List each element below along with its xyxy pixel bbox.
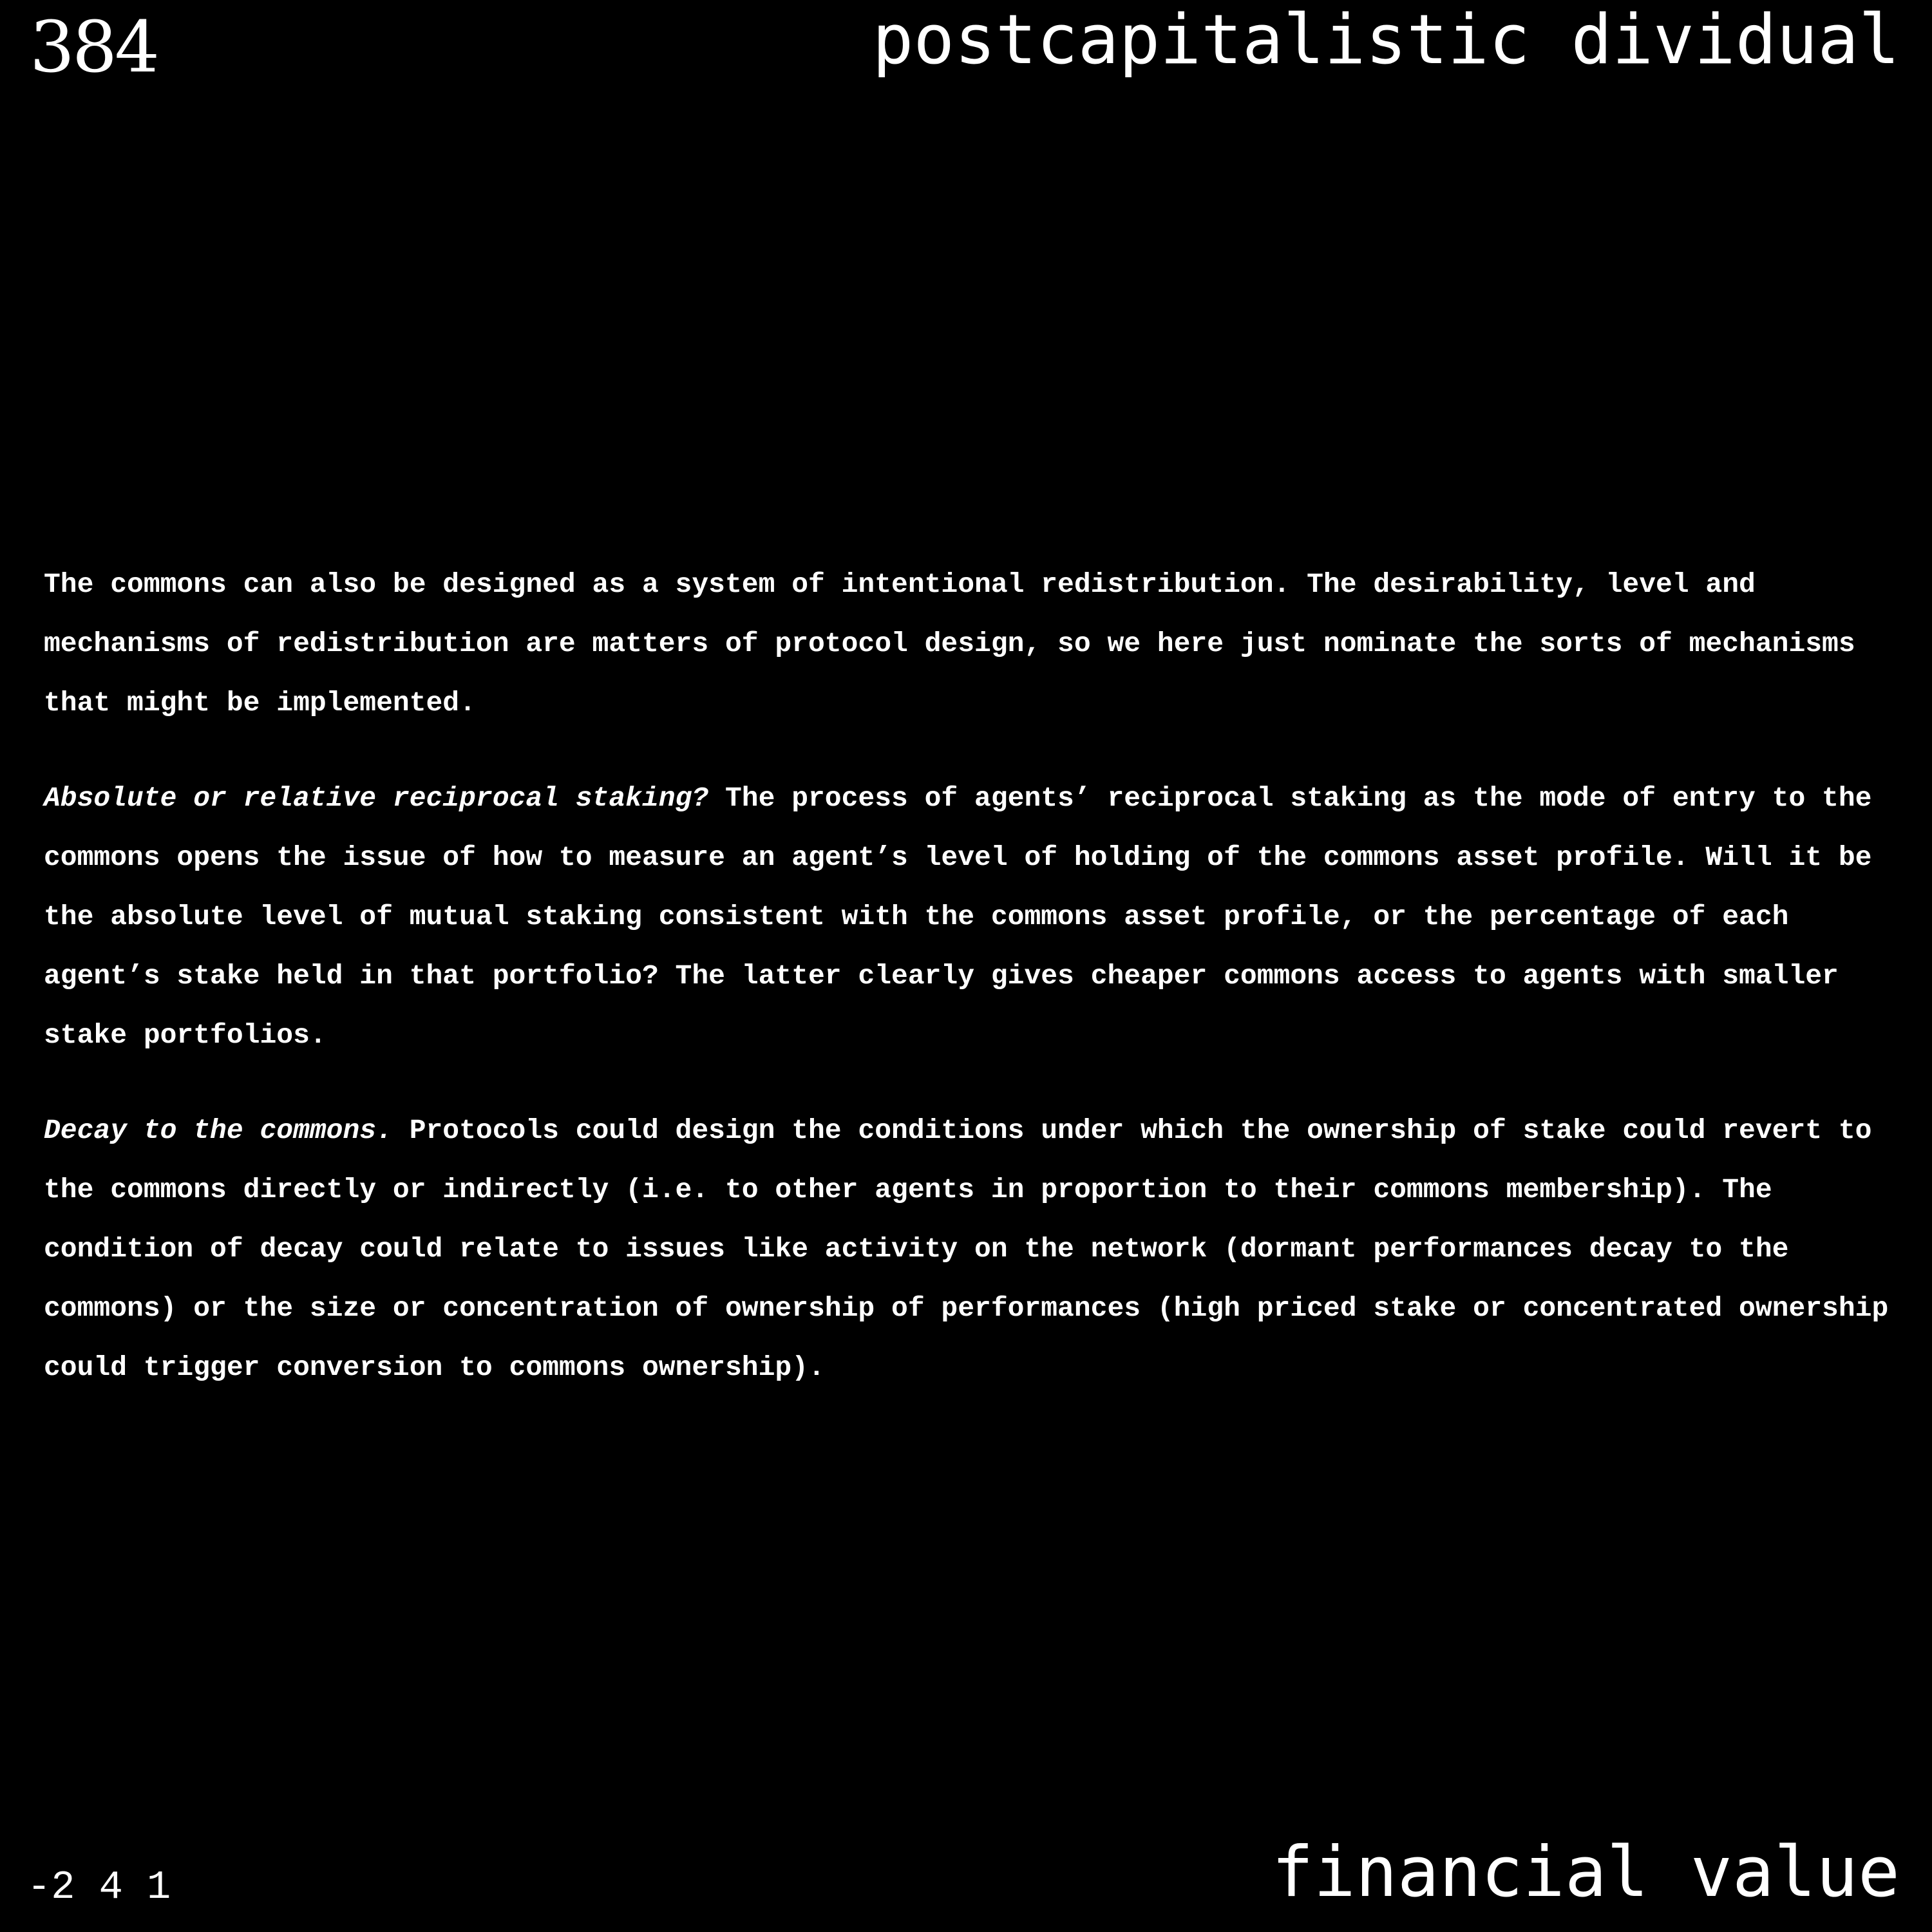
paragraph-lead: Decay to the commons. — [44, 1115, 393, 1146]
paragraph-text: The commons can also be designed as a system of intentional redistribution. The desirability, level and mechanisms of redistribution are matters of protocol design, so we here just nominate the sorts of mechanisms that might be implemented. — [44, 569, 1855, 719]
paragraph-text: Protocols could design the conditions under which the ownership of stake could revert to the commons directly or indirectly (i.e. to other agents in proportion to their commons membership). The condition of decay could relate to issues like activity on the network (dormant performances decay to the commons) or the size or concentration of ownership of performances (high priced stake or concentrated ownership could trigger conversion to commons ownership). — [44, 1115, 1889, 1383]
paragraph-redistribution — [44, 555, 1899, 733]
body-text — [44, 555, 1899, 1434]
paragraph-lead: Absolute or relative reciprocal staking? — [44, 782, 709, 814]
page-number: 384 — [30, 6, 157, 88]
page-code: -2 4 1 — [27, 1864, 171, 1910]
running-title: postcapitalistic dividual — [872, 0, 1900, 79]
section-title: financial value — [1271, 1832, 1900, 1913]
paragraph-reciprocal-staking — [44, 769, 1899, 1065]
paragraph-decay — [44, 1101, 1899, 1397]
paragraph-text: The process of agents’ reciprocal staking as the mode of entry to the commons opens the issue of how to measure an agent’s level of holding of the commons asset profile. Will it be the absolute level of mutual staking consistent with the commons asset profile, or the percentage of each agent’s stake held in that portfolio? The latter clearly gives cheaper commons access to agents with smaller stake portfolios. — [44, 782, 1872, 1051]
